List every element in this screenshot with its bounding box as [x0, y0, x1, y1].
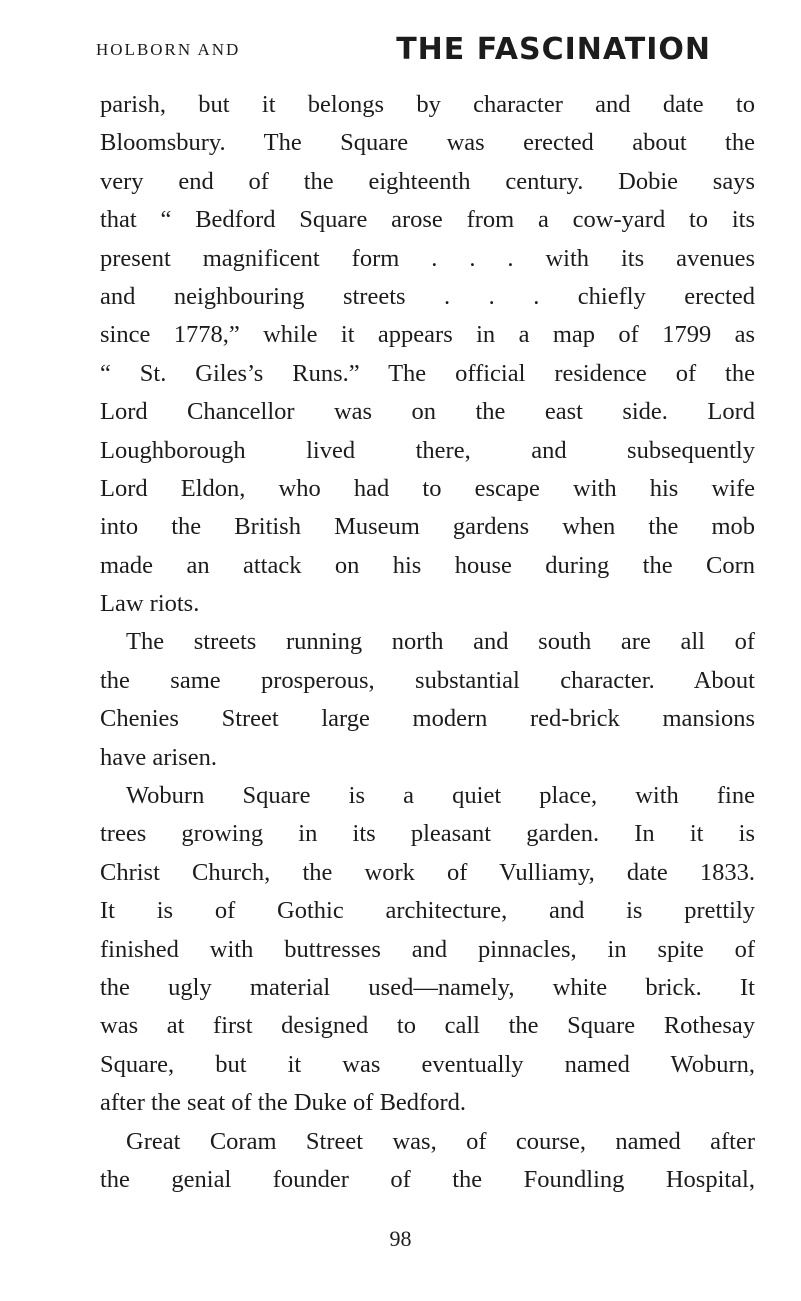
- text-line: since 1778,” while it appears in a map of 1799 as: [100, 321, 755, 349]
- text-line: Square, but it was eventually named Woburn,: [100, 1050, 755, 1078]
- text-line: after the seat of the Duke of Bedford.: [100, 1089, 466, 1117]
- page-number: 98: [389, 1226, 412, 1251]
- text-line: Woburn Square is a quiet place, with fine: [126, 782, 755, 810]
- text-line: the genial founder of the Foundling Hospital,: [100, 1165, 755, 1193]
- text-line: Bloomsbury. The Square was erected about the: [100, 129, 755, 157]
- text-line: Loughborough lived there, and subsequently: [100, 436, 755, 464]
- text-line: that “ Bedford Square arose from a cow-yard to its: [100, 206, 755, 234]
- running-head-title: THE FASCINATION: [396, 32, 711, 67]
- text-line: “ St. Giles’s Runs.” The official residence of the: [100, 359, 755, 387]
- text-line: It is of Gothic architecture, and is prettily: [100, 897, 755, 925]
- text-line: Law riots.: [100, 590, 200, 618]
- text-line: and neighbouring streets . . . chiefly erected: [100, 282, 755, 310]
- text-line: very end of the eighteenth century. Dobie says: [100, 167, 755, 195]
- text-line: finished with buttresses and pinnacles, in spite of: [100, 935, 755, 963]
- text-line: into the British Museum gardens when the mob: [100, 513, 755, 541]
- text-line: present magnificent form . . . with its avenues: [100, 244, 755, 272]
- text-line: the same prosperous, substantial character. About: [100, 666, 755, 694]
- text-line: the ugly material used—namely, white brick. It: [100, 973, 755, 1001]
- body-text: [100, 86, 755, 1199]
- text-line: Lord Eldon, who had to escape with his wife: [100, 474, 755, 502]
- text-line: The streets running north and south are all of: [126, 628, 755, 656]
- text-line: have arisen.: [100, 743, 217, 771]
- text-line: Chenies Street large modern red-brick mansions: [100, 705, 755, 733]
- text-line: trees growing in its pleasant garden. In it is: [100, 820, 755, 848]
- text-line: Lord Chancellor was on the east side. Lord: [100, 398, 755, 426]
- text-line: was at first designed to call the Square Rothesay: [100, 1012, 755, 1040]
- text-line: made an attack on his house during the Corn: [100, 551, 755, 579]
- running-head-left: HOLBORN AND: [96, 40, 241, 59]
- text-line: Christ Church, the work of Vulliamy, date 1833.: [100, 858, 755, 886]
- text-line: parish, but it belongs by character and date to: [100, 91, 755, 118]
- text-line: Great Coram Street was, of course, named after: [126, 1127, 755, 1155]
- running-head: [96, 32, 711, 72]
